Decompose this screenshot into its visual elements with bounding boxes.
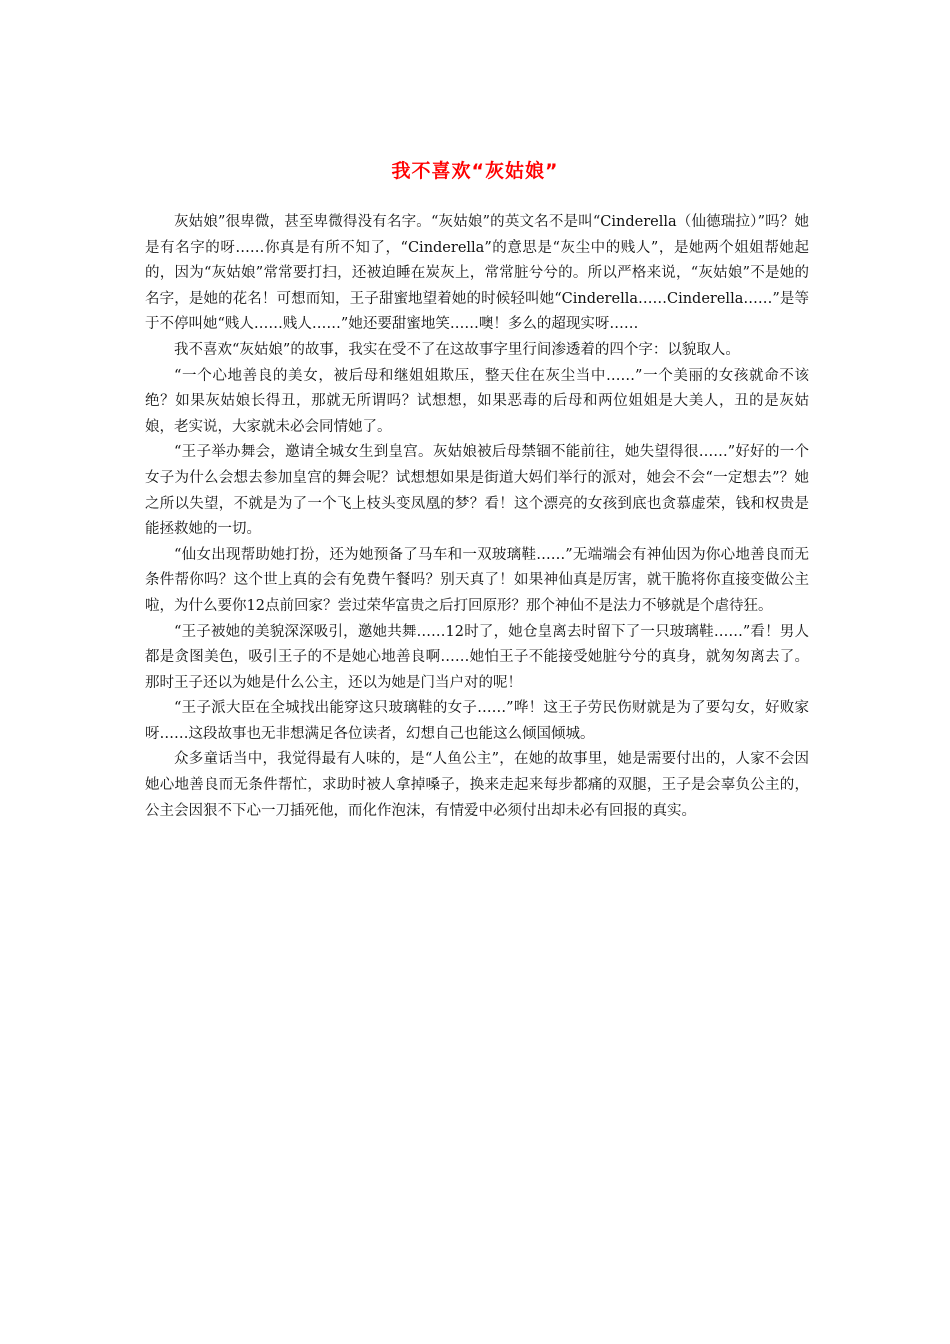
paragraph: “王子派大臣在全城找出能穿这只玻璃鞋的女子……”哗！这王子劳民伤财就是为了要勾女，好败家呀……这段故事也无非想满足各位读者，幻想自己也能这么倾国倾城。 [145, 700, 809, 742]
paragraph: 灰姑娘”很卑微，甚至卑微得没有名字。“灰姑娘”的英文名不是叫“Cinderella（仙德瑞拉）”吗？她是有名字的呀……你真是有所不知了，“Cinderella”的意思是“灰尘中的贱人”，是她两个姐姐帮她起的，因为“灰姑娘”常常要打扫，还被迫睡在炭灰上，常常脏兮兮的。所以严格来说，“灰姑娘”不是她的名字，是她的花名！可想而知，王子甜蜜地望着她的时候轻叫她“Cinderella……Cinderella……”是等于不停叫她“贱人……贱人……”她还要甜蜜地笑……噢！多么的超现实呀…… [145, 214, 809, 333]
paragraph: “王子被她的美貌深深吸引，邀她共舞……12时了，她仓皇离去时留下了一只玻璃鞋……”看！男人都是贪图美色，吸引王子的不是她心地善良啊……她怕王子不能接受她脏兮兮的真身，就匆匆离去了。那时王子还以为她是什么公主，还以为她是门当户对的呢！ [145, 623, 809, 691]
document-body [145, 210, 809, 824]
paragraph: “王子举办舞会，邀请全城女生到皇宫。灰姑娘被后母禁锢不能前往，她失望得很……”好好的一个女子为什么会想去参加皇宫的舞会呢？试想想如果是街道大妈们举行的派对，她会不会“一定想去”？她之所以失望，不就是为了一个飞上枝头变凤凰的梦？看！这个漂亮的女孩到底也贪慕虚荣，钱和权贵是能拯救她的一切。 [145, 444, 809, 538]
paragraph: “一个心地善良的美女，被后母和继姐姐欺压，整天住在灰尘当中……”一个美丽的女孩就命不该绝？如果灰姑娘长得丑，那就无所谓吗？试想想，如果恶毒的后母和两位姐姐是大美人，丑的是灰姑娘，老实说，大家就未必会同情她了。 [145, 367, 809, 435]
paragraph: 我不喜欢“灰姑娘”的故事，我实在受不了在这故事字里行间渗透着的四个字：以貌取人。 [174, 341, 740, 358]
paragraph: 众多童话当中，我觉得最有人味的，是“人鱼公主”，在她的故事里，她是需要付出的，人家不会因她心地善良而无条件帮忙，求助时被人拿掉嗓子，换来走起来每步都痛的双腿，王子是会辜负公主的，公主会因狠不下心一刀插死他，而化作泡沫，有情爱中必须付出却未必有回报的真实。 [145, 751, 809, 819]
document-title: 我不喜欢“灰姑娘” [391, 160, 559, 182]
paragraph: “仙女出现帮助她打扮，还为她预备了马车和一双玻璃鞋……”无端端会有神仙因为你心地善良而无条件帮你吗？这个世上真的会有免费午餐吗？别天真了！如果神仙真是厉害，就干脆将你直接变做公主啦，为什么要你12点前回家？尝过荣华富贵之后打回原形？那个神仙不是法力不够就是个虐待狂。 [145, 546, 809, 614]
